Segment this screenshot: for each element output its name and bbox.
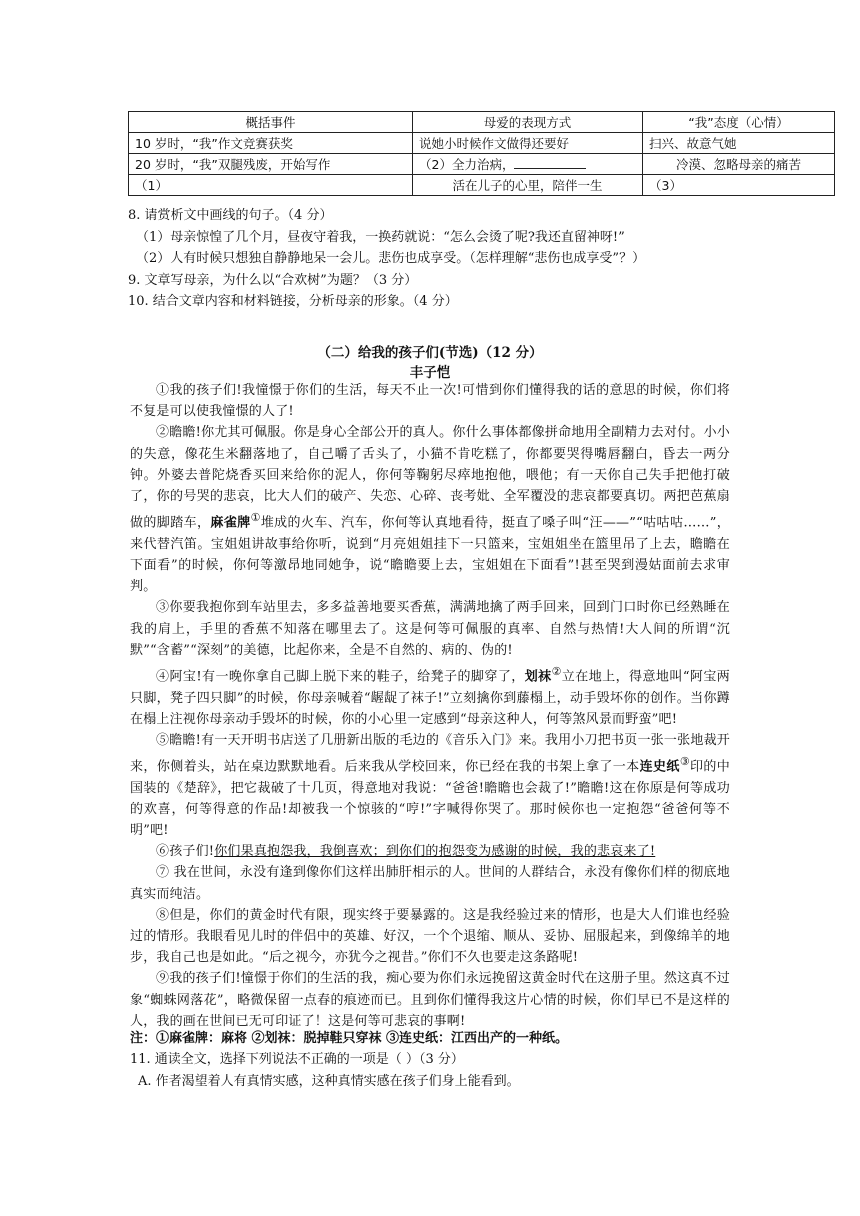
table-cell: （1）	[129, 175, 413, 196]
table-cell: 说她小时候作文做得还要好	[413, 133, 643, 154]
annotated-term: 麻雀牌	[210, 515, 251, 531]
essay-text: ②瞻瞻!你尤其可佩服。你是身心全部公开的真人。你什么事体都像拼命地用全副精力去对付。小小的失意，像花生米翻落地了，自己嚼了舌头了，小猫不肯吃糕了，你都要哭得嘴唇翻白，昏去一两分钟。外婆去普陀烧香买回来给你的泥人，你何等鞠躬尽瘁地抱他，喂他；有一天你自己失手把他打破了，你的号哭的悲哀，比大人们的破产、失恋、心碎、丧考妣、全军覆没的悲哀都要真切。两把芭蕉扇做的脚踏车，	[130, 425, 730, 531]
table-cell: （3）	[643, 175, 835, 196]
essay-paragraph	[130, 841, 730, 862]
question-10: 10. 结合文章内容和材料链接，分析母亲的形象。（4 分）	[128, 294, 458, 309]
question-8-2: （2）人有时候只想独自静静地呆一会儿。悲伤也成享受。（怎样理解“悲伤也成享受”？）	[136, 251, 646, 266]
question-11-option-a: A. 作者渴望着人有真情实感，这种真情实感在孩子们身上能看到。	[138, 1073, 520, 1089]
essay-text: ⑤瞻瞻!有一天开明书店送了几册新出版的毛边的《音乐入门》来。我用小刀把书页一张一张地裁开来，你侧着头，站在桌边默默地看。后来我从学校回来，你已经在我的书架上拿了一本	[130, 732, 730, 775]
table-cell: 冷漠、忽略母亲的痛苦	[643, 154, 835, 175]
table-cell-text: （2）全力治病，	[419, 157, 515, 172]
question-11-stem: 11. 通读全文，选择下列说法不正确的一项是（ ）（3 分）	[130, 1052, 464, 1067]
table-cell: 20 岁时，“我”双腿残废，开始写作	[129, 154, 413, 175]
underlined-sentence: 你们果真抱怨我，我倒喜欢；到你们的抱怨变为感谢的时候，我的悲哀来了!	[214, 844, 656, 860]
essay-text: 堆成的火车、汽车，你何等认真地看待，挺直了嗓子叫“汪——”“咕咕咕……”，来代替汽笛。宝姐姐讲故事给你听，说到“月亮姐姐挂下一只篮来，宝姐姐坐在篮里吊了上去，瞻瞻在下面看”的时候，你何等激昂地同她争，说“瞻瞻要上去，宝姐姐在下面看”!甚至哭到漫姑面前去求审判。	[130, 515, 730, 595]
essay-paragraph: ⑨我的孩子们!憧憬于你们的生活的我，痴心要为你们永远挽留这黄金时代在这册子里。然这真不过象“蜘蛛网落花”，略微保留一点春的痕迹而已。且到你们懂得我这片心情的时候，你们早已不是这样的人，我的画在世间已无可印证了！这是何等可悲哀的事啊!	[130, 971, 730, 1029]
question-9: 9. 文章写母亲，为什么以“合欢树”为题？（3 分）	[128, 272, 418, 288]
footnote-mark: ③	[679, 755, 690, 769]
essay-text: ⑥孩子们!	[156, 844, 215, 860]
answer-blank	[514, 156, 586, 169]
question-11	[130, 1049, 520, 1092]
annotated-term: 连史纸	[639, 759, 680, 775]
table-cell	[413, 154, 643, 175]
table-cell: 活在儿子的心里，陪伴一生	[413, 175, 643, 196]
question-8: 8. 请赏析文中画线的句子。（4 分）	[128, 208, 333, 223]
table-cell: 10 岁时，“我”作文竞赛获奖	[129, 133, 413, 154]
essay-body	[130, 380, 730, 1032]
table-row	[129, 154, 835, 175]
table-row	[129, 175, 835, 196]
essay-paragraph: ⑧但是，你们的黄金时代有限，现实终于要暴露的。这是我经验过来的情形，也是大人们谁也经验过的情形。我眼看见儿时的伴侣中的英雄、好汉，一个个退缩、顺从、妥协、屈服起来，到像绵羊的地步，我自己也是如此。“后之视今，亦犹今之视昔。”你们不久也要走这条路呢!	[130, 907, 730, 966]
essay-paragraph	[130, 422, 730, 597]
footnotes: 注：①麻雀牌：麻将 ②划袜：脱掉鞋只穿袜 ③连史纸：江西出产的一种纸。	[130, 1031, 569, 1046]
essay-paragraph	[130, 730, 730, 841]
author-name: 丰子恺	[409, 365, 451, 381]
table-row	[129, 133, 835, 154]
essay-text: 立在地上，得意地叫“阿宝两只脚，凳子四只脚”的时候，你母亲喊着“龌龊了袜子!”立刻擒你到藤榻上，动手毁坏你的创作。当你蹲在榻上注视你母亲动手毁坏的时候，你的小心里一定感到“母亲这种人，何等煞风景而野蛮”吧!	[130, 669, 730, 727]
table-header: 概括事件	[129, 112, 413, 133]
summary-table	[128, 111, 835, 196]
table-header: “我”态度（心情）	[643, 112, 835, 133]
essay-text: ④阿宝!有一晚你拿自己脚上脱下来的鞋子，给凳子的脚穿了，	[156, 669, 525, 685]
annotated-term: 划袜	[524, 669, 552, 685]
table-header-row	[129, 112, 835, 133]
table-cell: 扫兴、故意气她	[643, 133, 835, 154]
section-title: （二）给我的孩子们(节选)（12 分）	[317, 345, 543, 361]
essay-paragraph: ③你要我抱你到车站里去，多多益善地要买香蕉，满满地擒了两手回来，回到门口时你已经熟睡在我的肩上，手里的香蕉不知落在哪里去了。这是何等可佩服的真率、自然与热情!大人间的所谓“沉默”“含蓄”“深刻”的美德，比起你来，全是不自然的、病的、伪的!	[130, 600, 730, 658]
questions-8-10	[128, 205, 838, 313]
question-8-1: （1）母亲惊惶了几个月，昼夜守着我，一换药就说：“怎么会烫了呢?我还直留神呀!”	[136, 229, 625, 245]
essay-paragraph	[130, 661, 730, 730]
essay-paragraph: ⑦ 我在世间，永没有逢到像你们这样出肺肝相示的人。世间的人群结合，永没有像你们样的彻底地真实而纯洁。	[130, 865, 730, 902]
essay-text: 印的中国装的《楚辞》，把它裁破了十几页，得意地对我说：“爸爸!瞻瞻也会裁了!”瞻瞻!这在你原是何等成功的欢喜，何等得意的作品!却被我一个惊骇的“哼!”字喊得你哭了。那时候你也一定抱怨“爸爸何等不明”吧!	[130, 759, 730, 839]
footnote-mark: ①	[250, 511, 261, 525]
table-header: 母爱的表现方式	[413, 112, 643, 133]
footnote-mark: ②	[551, 664, 562, 678]
essay-paragraph: ①我的孩子们!我憧憬于你们的生活，每天不止一次!可惜到你们懂得我的话的意思的时候，你们将不复是可以使我憧憬的人了!	[130, 383, 730, 420]
